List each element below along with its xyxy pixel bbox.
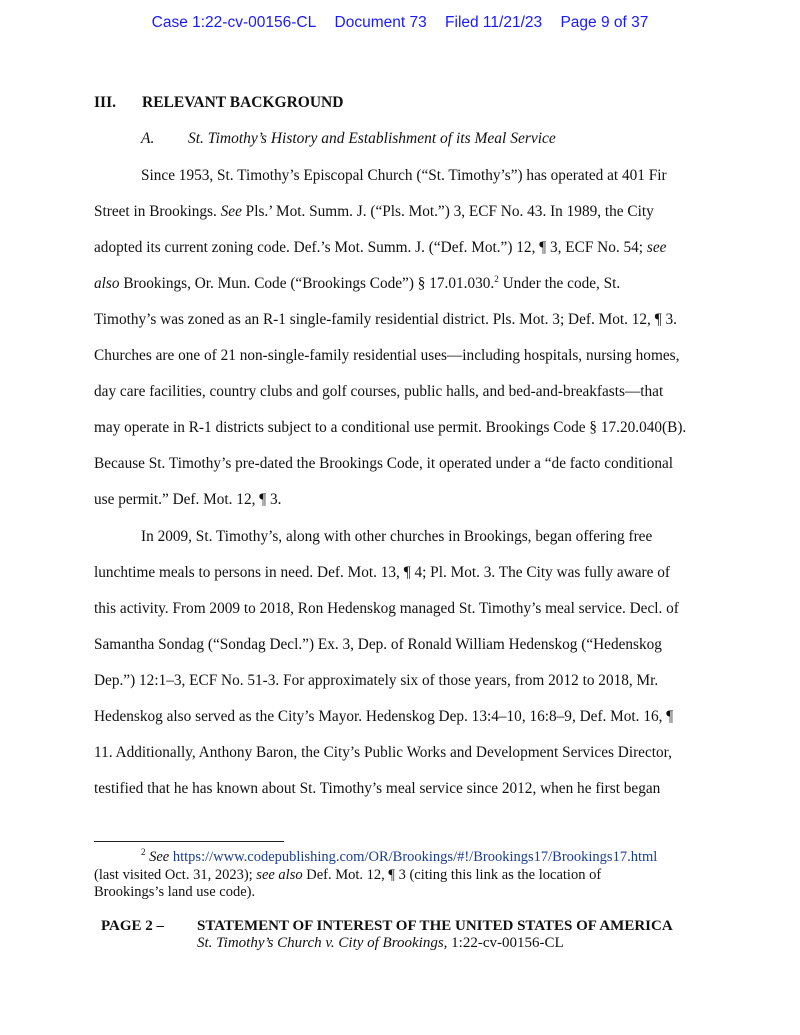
text-line: Dep.”) 12:1–3, ECF No. 51-3. For approximately six of those years, from 2012 to 2018, Mr.: [94, 672, 659, 689]
text-run: adopted its current zoning code. Def.’s Mot. Summ. J. (“Def. Mot.”) 12, ¶ 3, ECF No. 54;: [94, 239, 647, 256]
footnote-divider: [94, 841, 284, 842]
case-number: Case 1:22-cv-00156-CL: [151, 14, 317, 31]
footnote-line: Brookings’s land use code).: [94, 884, 256, 900]
paragraph-2: [94, 527, 714, 815]
text-line: use permit.” Def. Mot. 12, ¶ 3.: [94, 491, 282, 508]
text-line: Because St. Timothy’s pre-dated the Brookings Code, it operated under a “de facto conditional: [94, 455, 674, 472]
text-line: Churches are one of 21 non-single-family residential uses—including hospitals, nursing homes,: [94, 347, 680, 364]
ecf-header: [0, 14, 800, 32]
footnote-ref[interactable]: 2: [494, 273, 499, 284]
text-line: In 2009, St. Timothy’s, along with other churches in Brookings, began offering free: [141, 528, 653, 545]
text-line: day care facilities, country clubs and golf courses, public halls, and bed-and-breakfasts—that: [94, 383, 664, 400]
text-line: 11. Additionally, Anthony Baron, the City’s Public Works and Development Services Director,: [94, 744, 672, 761]
code-link[interactable]: https://www.codepublishing.com/OR/Brookings/#!/Brookings17/Brookings17.html: [172, 849, 658, 865]
subsection-letter: A.: [141, 130, 155, 147]
subsection-title: St. Timothy’s History and Establishment of its Meal Service: [188, 130, 556, 147]
text-run: Def. Mot. 12, ¶ 3 (citing this link as the location of: [302, 866, 602, 883]
footer-line: [101, 918, 673, 935]
page-count: Page 9 of 37: [560, 14, 649, 31]
footer-title: STATEMENT OF INTEREST OF THE UNITED STATES OF AMERICA: [197, 918, 673, 934]
footnote-line: [94, 867, 714, 885]
text-run: Brookings, Or. Mun. Code (“Brookings Code”) § 17.01.030.: [119, 275, 495, 292]
text-line: [94, 202, 714, 238]
text-run: Under the code, St.: [498, 275, 621, 292]
text-line: Samantha Sondag (“Sondag Decl.”) Ex. 3, Dep. of Ronald William Hedenskog (“Hedenskog: [94, 636, 662, 653]
footer-case-name: St. Timothy’s Church v. City of Brookings: [197, 935, 444, 951]
text-line: testified that he has known about St. Timothy’s meal service since 2012, when he first began: [94, 780, 661, 797]
signal-see: See: [220, 203, 242, 220]
document-number: Document 73: [334, 14, 427, 31]
text-line: Since 1953, St. Timothy’s Episcopal Church (“St. Timothy’s”) has operated at 401 Fir: [141, 167, 667, 184]
signal-see: see: [646, 239, 667, 256]
page-footer: [101, 918, 673, 952]
text-run: Pls.’ Mot. Summ. J. (“Pls. Mot.”) 3, ECF No. 43. In 1989, the City: [241, 203, 654, 220]
section-number: III.: [94, 94, 116, 111]
filed-date: Filed 11/21/23: [445, 14, 543, 31]
section-title: RELEVANT BACKGROUND: [142, 94, 344, 111]
section-heading: [94, 94, 343, 112]
text-line: [94, 274, 714, 310]
signal-also: also: [94, 275, 120, 292]
paragraph-1: [94, 166, 714, 526]
text-line: may operate in R-1 districts subject to a conditional use permit. Brookings Code § 17.20.040(B).: [94, 419, 687, 436]
text-line: Hedenskog also served as the City’s Mayor. Hedenskog Dep. 13:4–10, 16:8–9, Def. Mot. 16, ¶: [94, 708, 674, 725]
footer-case-number: , 1:22-cv-00156-CL: [443, 935, 564, 951]
text-line: this activity. From 2009 to 2018, Ron Hedenskog managed St. Timothy’s meal service. Decl. of: [94, 600, 679, 617]
footnote-number: 2: [141, 847, 146, 858]
signal-see: See: [149, 849, 170, 865]
footnote: [94, 849, 714, 902]
subsection-heading: [141, 130, 556, 148]
text-line: [94, 238, 714, 274]
text-line: Timothy’s was zoned as an R-1 single-family residential district. Pls. Mot. 3; Def. Mot. 12, ¶ 3.: [94, 311, 677, 328]
text-run: Street in Brookings.: [94, 203, 221, 220]
footer-line: [101, 935, 673, 952]
text-run: (last visited Oct. 31, 2023);: [94, 866, 257, 883]
signal-see-also: see also: [256, 866, 303, 883]
footer-page: PAGE 2 –: [101, 918, 165, 934]
text-line: lunchtime meals to persons in need. Def. Mot. 13, ¶ 4; Pl. Mot. 3. The City was fully aware of: [94, 564, 670, 581]
footnote-line: [94, 849, 714, 867]
